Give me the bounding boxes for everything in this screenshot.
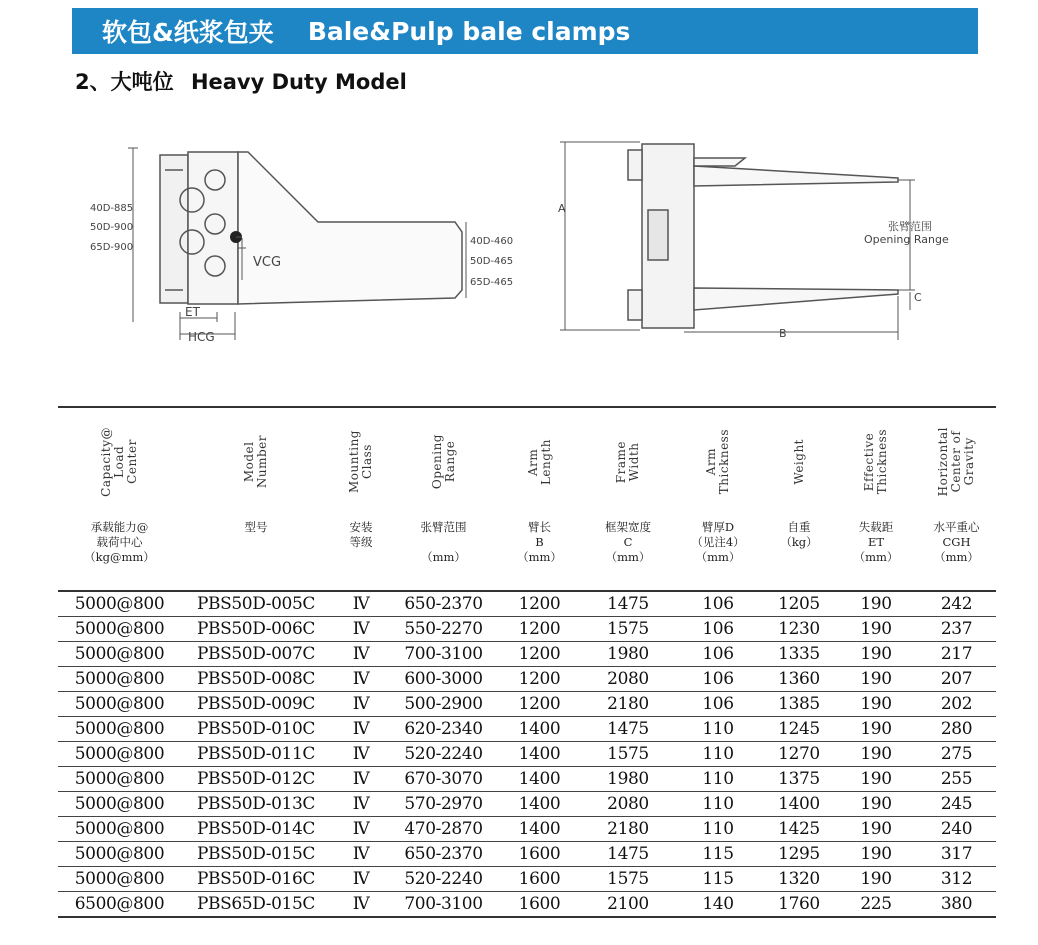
column-header-en: Effective Thickness [862,429,889,495]
table-row [58,717,996,742]
table-cell: 1360 [763,667,835,692]
clamp-diagram [0,100,1038,400]
table-cell: 115 [673,867,763,892]
table-cell: Ⅳ [331,892,391,918]
table-cell: 1600 [496,892,583,918]
table-row [58,742,996,767]
table-cell: Ⅳ [331,817,391,842]
table-cell: 700-3100 [391,642,496,667]
table-cell: 670-3070 [391,767,496,792]
table-cell: 5000@800 [58,867,181,892]
table-cell: 2100 [583,892,673,918]
table-cell: 1295 [763,842,835,867]
dim-b-label: B [779,327,787,340]
table-cell: 5000@800 [58,817,181,842]
table-body [58,591,996,917]
column-header [331,407,391,591]
table-cell: 5000@800 [58,692,181,717]
table-cell: 190 [835,867,917,892]
table-cell: 1575 [583,617,673,642]
table-cell: 280 [917,717,996,742]
spec-table [58,406,996,918]
table-cell: 1575 [583,742,673,767]
banner-title-en: Bale&Pulp bale clamps [307,16,631,46]
table-cell: 1230 [763,617,835,642]
table-cell: 5000@800 [58,842,181,867]
column-header-en: Horizontal Center of Gravity [936,427,976,497]
table-cell: Ⅳ [331,742,391,767]
table-cell: 1400 [496,742,583,767]
table-cell: 240 [917,817,996,842]
table-row [58,591,996,617]
table-cell: 1400 [496,792,583,817]
column-header [835,407,917,591]
table-row [58,817,996,842]
table-cell: 207 [917,667,996,692]
table-cell: 5000@800 [58,617,181,642]
table-cell: 500-2900 [391,692,496,717]
table-cell: PBS50D-010C [181,717,331,742]
table-cell: 1200 [496,642,583,667]
left-dim-label-1: 40D-885 [90,203,134,214]
table-cell: 106 [673,617,763,642]
column-header-en: Frame Width [614,440,641,484]
banner-title-cn: 软包&纸浆包夹 [102,18,274,47]
table-cell: 5000@800 [58,742,181,767]
table-cell: 5000@800 [58,591,181,617]
right-dim-label-2: 50D-465 [470,256,514,267]
table-cell: 190 [835,817,917,842]
column-header [181,407,331,591]
column-header-en-wrap [763,408,835,516]
column-header [583,407,673,591]
table-cell: Ⅳ [331,717,391,742]
table-cell: 1200 [496,692,583,717]
table-cell: 1475 [583,842,673,867]
table-cell: 106 [673,667,763,692]
column-header-cn: 型号 [244,520,268,534]
column-header-cell [583,408,673,590]
table-cell: 1320 [763,867,835,892]
table-cell: 1270 [763,742,835,767]
column-header [496,407,583,591]
table-cell: 1980 [583,767,673,792]
column-header-en-wrap [58,408,181,516]
table-row [58,667,996,692]
table-cell: 312 [917,867,996,892]
table-cell: 1425 [763,817,835,842]
table-cell: 2080 [583,792,673,817]
table-cell: 5000@800 [58,717,181,742]
column-header-en: Mounting Class [347,430,374,494]
table-row [58,642,996,667]
table-cell: 1600 [496,867,583,892]
subtitle-en: Heavy Duty Model [190,70,407,94]
table-cell: 1400 [496,717,583,742]
table-cell: PBS50D-006C [181,617,331,642]
table-cell: 520-2240 [391,867,496,892]
et-label: ET [185,305,200,319]
column-header-en-wrap [583,408,673,516]
table-cell: 1205 [763,591,835,617]
table-cell: 650-2370 [391,591,496,617]
table-cell: 5000@800 [58,767,181,792]
column-header-cn: 自重 （kg） [780,520,818,549]
table-cell: 1980 [583,642,673,667]
opening-range-cn: 张臂范围 [888,220,932,233]
table-cell: 190 [835,842,917,867]
table-cell: PBS50D-014C [181,817,331,842]
table-cell: 190 [835,591,917,617]
table-cell: 1760 [763,892,835,918]
column-header [391,407,496,591]
column-header-cell [331,408,391,590]
left-dim-label-2: 50D-900 [90,222,134,233]
table-cell: 470-2870 [391,817,496,842]
table-cell: 245 [917,792,996,817]
table-row [58,767,996,792]
table-cell: Ⅳ [331,667,391,692]
table-cell: 1400 [496,817,583,842]
table-cell: Ⅳ [331,767,391,792]
dim-c-label: C [914,291,922,304]
table-cell: PBS50D-016C [181,867,331,892]
vcg-label: VCG [253,255,282,270]
table-cell: 6500@800 [58,892,181,918]
table-row [58,617,996,642]
table-cell: 110 [673,792,763,817]
table-cell: 110 [673,767,763,792]
table-cell: 317 [917,842,996,867]
table-cell: PBS50D-012C [181,767,331,792]
table-cell: 700-3100 [391,892,496,918]
column-header-en: Arm Thickness [704,429,731,495]
table-cell: PBS50D-005C [181,591,331,617]
column-header-en: Model Number [242,435,269,489]
column-header-en: Arm Length [525,438,553,486]
table-cell: 110 [673,742,763,767]
table-cell: 1335 [763,642,835,667]
column-header [917,407,996,591]
table-cell: 110 [673,717,763,742]
column-header-cn: 张臂范围 （mm） [420,520,467,564]
column-header-cell [835,408,917,590]
table-cell: 1200 [496,591,583,617]
table-cell: Ⅳ [331,642,391,667]
table-cell: 620-2340 [391,717,496,742]
table-cell: Ⅳ [331,617,391,642]
table-cell: 140 [673,892,763,918]
table-cell: 1200 [496,667,583,692]
table-cell: 2180 [583,692,673,717]
table-cell: 520-2240 [391,742,496,767]
column-header-cn: 框架宽度 C （mm） [605,520,651,564]
table-cell: 115 [673,842,763,867]
table-cell: 237 [917,617,996,642]
table-cell: 1200 [496,617,583,642]
table-cell: 190 [835,642,917,667]
column-header-cn: 安装 等级 [349,520,373,549]
table-cell: 1375 [763,767,835,792]
table-cell: 1245 [763,717,835,742]
table-cell: 275 [917,742,996,767]
column-header [58,407,181,591]
table-cell: 242 [917,591,996,617]
column-header-cn: 臂厚D （见注4） （mm） [691,520,745,564]
table-row [58,792,996,817]
column-header-en-wrap [181,408,331,516]
table-row [58,692,996,717]
table-cell: 1600 [496,842,583,867]
table-cell: 650-2370 [391,842,496,867]
table-cell: 110 [673,817,763,842]
column-header-cn: 臂长 B （mm） [517,520,562,564]
column-header-en-wrap [496,408,583,516]
column-header [763,407,835,591]
hcg-label: HCG [188,330,215,344]
column-header-cn: 承载能力@ 载荷中心 （kg@mm） [84,520,155,564]
table-cell: 550-2270 [391,617,496,642]
column-header-en-wrap [331,408,391,516]
column-header-cell [917,408,996,590]
top-view-drawing [560,142,915,340]
subtitle-cn: 2、大吨位 [75,70,174,94]
table-cell: 190 [835,742,917,767]
table-cell: PBS50D-007C [181,642,331,667]
column-header-cell [181,408,331,590]
table-cell: 5000@800 [58,792,181,817]
table-cell: 1385 [763,692,835,717]
column-header-cell [58,408,181,590]
table-cell: Ⅳ [331,867,391,892]
column-header-cn: 水平重心 CGH （mm） [933,520,980,564]
table-cell: 2080 [583,667,673,692]
section-banner [72,8,978,54]
table-cell: 255 [917,767,996,792]
table-cell: 600-3000 [391,667,496,692]
table-cell: 1475 [583,717,673,742]
column-header-en-wrap [391,408,496,516]
column-header-cn: 失载距 ET （mm） [853,520,899,564]
column-header-en: Opening Range [429,434,457,490]
side-view-drawing [128,148,466,340]
left-dim-label-3: 65D-900 [90,242,134,253]
table-cell: 190 [835,692,917,717]
table-cell: PBS50D-013C [181,792,331,817]
table-cell: Ⅳ [331,792,391,817]
top-view-labels [558,202,949,340]
table-cell: 1575 [583,867,673,892]
right-dim-label-3: 65D-465 [470,277,514,288]
table-cell: 1400 [496,767,583,792]
column-header-cell [763,408,835,590]
table-cell: PBS50D-009C [181,692,331,717]
table-cell: 190 [835,717,917,742]
table-cell: Ⅳ [331,591,391,617]
table-cell: 190 [835,792,917,817]
table-row [58,867,996,892]
column-header-en: Capacity@ Load Center [99,427,139,497]
column-header-cell [496,408,583,590]
table-cell: 190 [835,767,917,792]
table-header-row [58,407,996,591]
column-header [673,407,763,591]
table-cell: Ⅳ [331,692,391,717]
table-cell: PBS50D-008C [181,667,331,692]
table-cell: 106 [673,642,763,667]
table-cell: PBS50D-015C [181,842,331,867]
table-cell: 106 [673,692,763,717]
right-dim-label-1: 40D-460 [470,236,514,247]
column-header-en: Weight [791,439,806,485]
column-header-en-wrap [917,408,996,516]
table-row [58,892,996,918]
table-cell: 217 [917,642,996,667]
table-cell: 106 [673,591,763,617]
table-cell: PBS50D-011C [181,742,331,767]
dim-a-label: A [558,202,566,215]
table-cell: 380 [917,892,996,918]
table-cell: 202 [917,692,996,717]
table-cell: 2180 [583,817,673,842]
table-cell: PBS65D-015C [181,892,331,918]
table-cell: 570-2970 [391,792,496,817]
table-row [58,842,996,867]
table-cell: 225 [835,892,917,918]
table-cell: 5000@800 [58,642,181,667]
opening-range-en: Opening Range [864,233,949,246]
table-cell: 5000@800 [58,667,181,692]
table-cell: 1400 [763,792,835,817]
table-cell: 190 [835,667,917,692]
column-header-cell [673,408,763,590]
column-header-en-wrap [835,408,917,516]
model-subtitle [75,66,407,96]
table-cell: 190 [835,617,917,642]
table-cell: 1475 [583,591,673,617]
column-header-cell [391,408,496,590]
column-header-en-wrap [673,408,763,516]
table-cell: Ⅳ [331,842,391,867]
